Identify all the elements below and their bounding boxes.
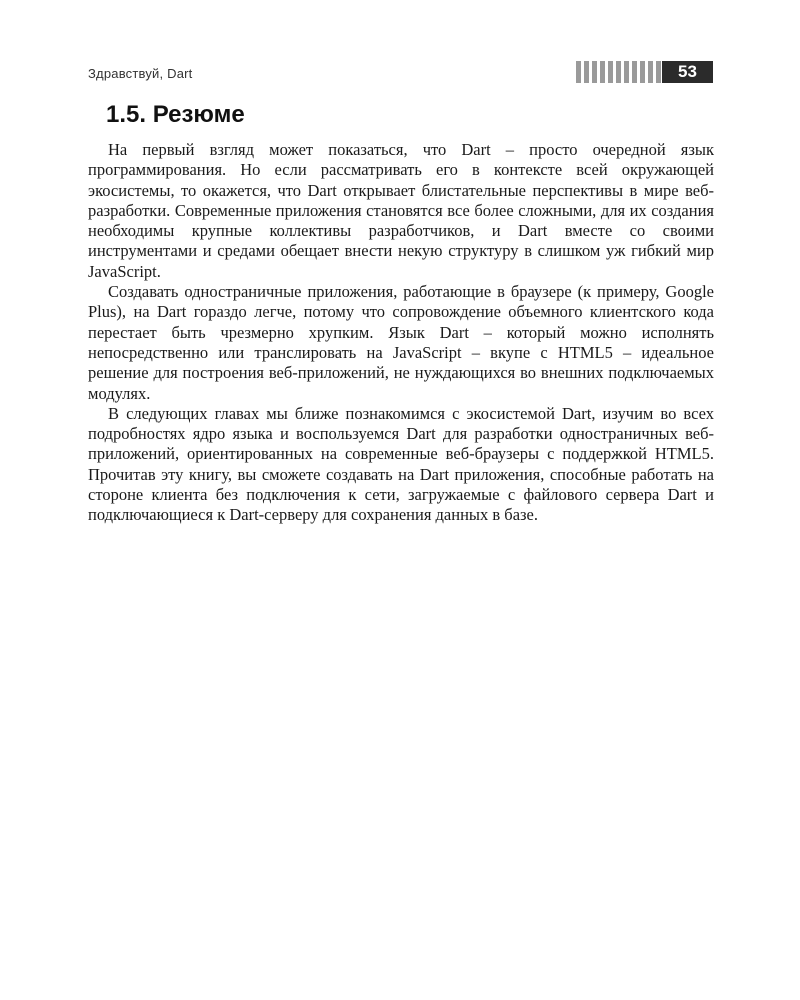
section-title: 1.5. Резюме bbox=[106, 101, 245, 128]
decorative-stripes bbox=[576, 61, 662, 83]
body-text bbox=[88, 140, 714, 526]
page-number-block bbox=[576, 61, 713, 83]
running-head-title: Здравствуй, Dart bbox=[88, 66, 193, 81]
paragraph-2: Создавать одностраничные приложения, работающие в браузере (к примеру, Google Plus), на Dart гораздо легче, потому что сопровождение объемного клиентского кода перестает быть чрезмерно хрупким. Язык Dart – который можно исполнять непосредственно или транслировать на JavaScript – вкупе с HTML5 – идеальное решение для построения веб-приложений, не нуждающихся во внешних подключаемых модулях. bbox=[88, 282, 714, 403]
paragraph-1: На первый взгляд может показаться, что Dart – просто очередной язык программирования. Но если рассматривать его в контексте всей окружающей экосистемы, то окажется, что Dart открывает блистательные перспективы в мире веб-разработки. Современные приложения становятся все более сложными, для их создания необходимы крупные коллективы разработчиков, и Dart вместе со своими инструментами и средами обещает внести некую структуру в слишком уж гибкий мир JavaScript. bbox=[88, 140, 714, 281]
page-number: 53 bbox=[662, 61, 713, 83]
paragraph-3: В следующих главах мы ближе познакомимся с экосистемой Dart, изучим во всех подробностях ядро языка и воспользуемся Dart для разработки одностраничных веб-приложений, ориентированных на современные веб-браузеры с поддержкой HTML5. Прочитав эту книгу, вы сможете создавать на Dart приложения, способные работать на стороне клиента без подключения к сети, загружаемые с файлового сервера Dart и подключающиеся к Dart-серверу для сохранения данных в базе. bbox=[88, 403, 714, 525]
